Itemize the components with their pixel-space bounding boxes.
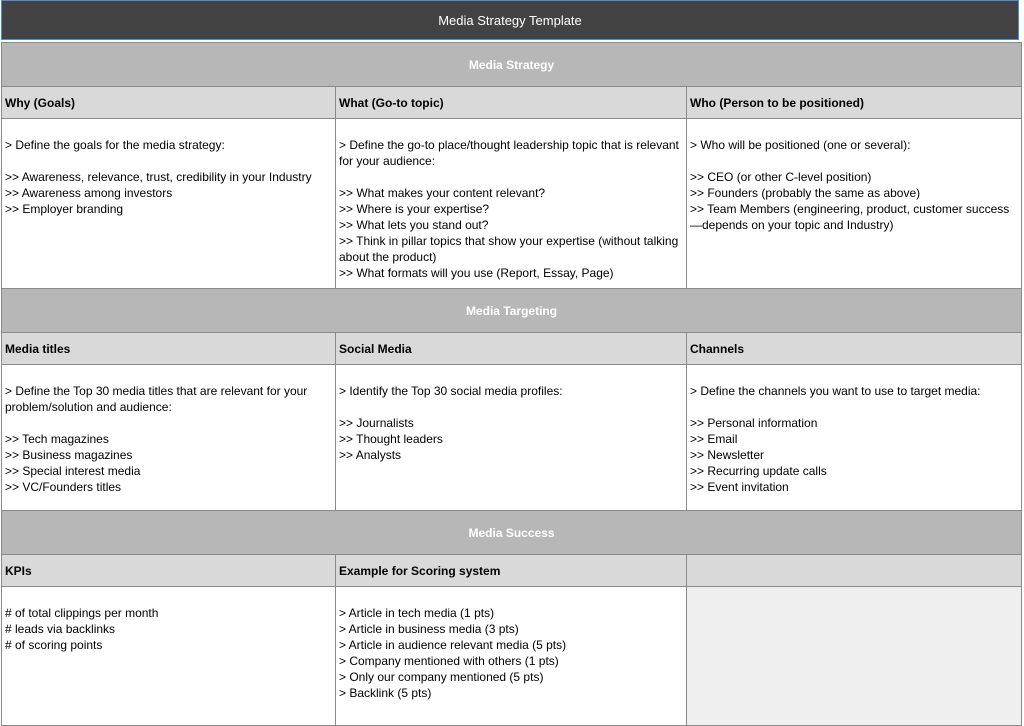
section-row-media-strategy — [2, 43, 1022, 87]
section-heading[interactable]: Media Strategy — [2, 43, 1022, 87]
column-header[interactable] — [687, 555, 1022, 587]
header-row — [2, 87, 1022, 119]
content-cell[interactable]: > Identify the Top 30 social media profiles: >> Journalists >> Thought leaders >> Analysts — [336, 365, 687, 511]
column-header[interactable]: Media titles — [2, 333, 336, 365]
empty-cell[interactable] — [687, 587, 1022, 726]
content-cell[interactable]: > Define the Top 30 media titles that are relevant for your problem/solution and audience: >> Tech magazines >> Business magazines >> Special interest media >> VC/Founders titles — [2, 365, 336, 511]
header-row — [2, 333, 1022, 365]
section-row-media-success — [2, 511, 1022, 555]
content-cell[interactable]: > Define the channels you want to use to target media: >> Personal information >> Email >> Newsletter >> Recurring update calls >> Event invitation — [687, 365, 1022, 511]
content-row — [2, 119, 1022, 289]
section-heading[interactable]: Media Targeting — [2, 289, 1022, 333]
template-title[interactable]: Media Strategy Template — [1, 0, 1019, 40]
section-heading[interactable]: Media Success — [2, 511, 1022, 555]
column-header[interactable]: KPIs — [2, 555, 336, 587]
column-header[interactable]: Social Media — [336, 333, 687, 365]
content-row — [2, 365, 1022, 511]
column-header[interactable]: Who (Person to be positioned) — [687, 87, 1022, 119]
content-cell[interactable]: # of total clippings per month # leads via backlinks # of scoring points — [2, 587, 336, 726]
strategy-table — [1, 42, 1022, 726]
content-cell[interactable]: > Define the goals for the media strategy: >> Awareness, relevance, trust, credibility in your Industry >> Awareness among investors >> Employer branding — [2, 119, 336, 289]
content-cell[interactable]: > Who will be positioned (one or several): >> CEO (or other C-level position) >> Founders (probably the same as above) >> Team Members (engineering, product, customer success—depends on your topic and Industry) — [687, 119, 1022, 289]
column-header[interactable]: Channels — [687, 333, 1022, 365]
header-row — [2, 555, 1022, 587]
column-header[interactable]: Why (Goals) — [2, 87, 336, 119]
column-header[interactable]: Example for Scoring system — [336, 555, 687, 587]
column-header[interactable]: What (Go-to topic) — [336, 87, 687, 119]
content-cell[interactable]: > Article in tech media (1 pts) > Article in business media (3 pts) > Article in audience relevant media (5 pts) > Company mentioned with others (1 pts) > Only our company mentioned (5 pts) > Backlink (5 pts) — [336, 587, 687, 726]
section-row-media-targeting — [2, 289, 1022, 333]
content-row — [2, 587, 1022, 726]
content-cell[interactable]: > Define the go-to place/thought leadership topic that is relevant for your audience: >> What makes your content relevant? >> Where is your expertise? >> What lets you stand out? >> Think in pillar topics that show your expertise (without talking about the product) >> What formats will you use (Report, Essay, Page) — [336, 119, 687, 289]
